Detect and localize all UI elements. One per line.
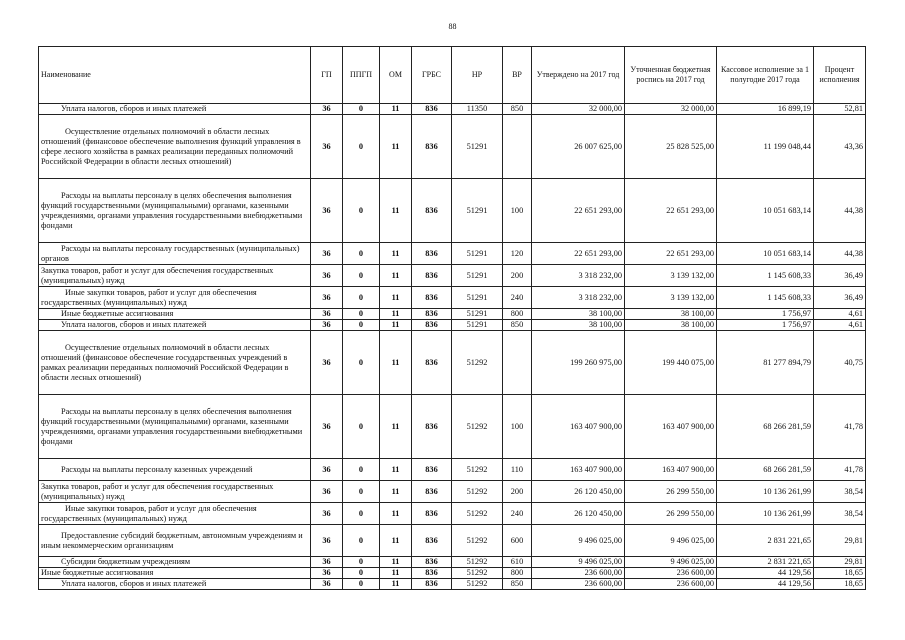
table-body <box>39 104 866 590</box>
cell-np: 51291 <box>452 243 503 265</box>
cell-percent: 41,78 <box>814 459 866 481</box>
cell-grbs: 836 <box>412 459 452 481</box>
cell-pgp: 0 <box>343 459 380 481</box>
table-row <box>39 179 866 243</box>
cell-refined: 163 407 900,00 <box>625 459 717 481</box>
cell-pgp: 0 <box>343 287 380 309</box>
header-grbs: ГРБС <box>412 47 452 104</box>
row-name: Расходы на выплаты персоналу в целях обеспечения выполнения функций государственными (муниципальными) органами, казенными учреждениями, органами управления государственными внебюджетными фондами <box>39 395 311 459</box>
cell-om: 11 <box>380 395 412 459</box>
table-row <box>39 525 866 557</box>
cell-executed: 10 136 261,99 <box>717 481 814 503</box>
page-number: 88 <box>448 22 457 31</box>
table-row <box>39 579 866 590</box>
cell-vr: 240 <box>503 287 532 309</box>
header-refined: Уточненная бюджетная роспись на 2017 год <box>625 47 717 104</box>
cell-grbs: 836 <box>412 104 452 115</box>
cell-om: 11 <box>380 309 412 320</box>
cell-percent: 40,75 <box>814 331 866 395</box>
cell-refined: 32 000,00 <box>625 104 717 115</box>
cell-approved: 236 600,00 <box>532 579 625 590</box>
header-name: Наименование <box>39 47 311 104</box>
header-row <box>39 47 866 104</box>
cell-gp: 36 <box>311 320 343 331</box>
cell-percent: 38,54 <box>814 481 866 503</box>
cell-refined: 26 299 550,00 <box>625 503 717 525</box>
table-row <box>39 104 866 115</box>
cell-vr: 100 <box>503 395 532 459</box>
cell-percent: 44,38 <box>814 243 866 265</box>
row-name: Уплата налогов, сборов и иных платежей <box>39 320 311 331</box>
cell-np: 11350 <box>452 104 503 115</box>
cell-grbs: 836 <box>412 115 452 179</box>
cell-approved: 38 100,00 <box>532 320 625 331</box>
cell-gp: 36 <box>311 243 343 265</box>
cell-percent: 4,61 <box>814 309 866 320</box>
cell-vr: 800 <box>503 568 532 579</box>
cell-percent: 29,81 <box>814 525 866 557</box>
cell-approved: 38 100,00 <box>532 309 625 320</box>
cell-vr: 850 <box>503 579 532 590</box>
cell-np: 51291 <box>452 309 503 320</box>
table-row <box>39 115 866 179</box>
cell-vr <box>503 331 532 395</box>
cell-percent: 38,54 <box>814 503 866 525</box>
row-name: Осуществление отдельных полномочий в области лесных отношений (финансовое обеспечение выполнения функций управления в сфере лесного хозяйства в рамках реализации переданных полномочий Российской Федерации в области лесных отношений) <box>39 115 311 179</box>
cell-pgp: 0 <box>343 265 380 287</box>
row-name: Уплата налогов, сборов и иных платежей <box>39 579 311 590</box>
cell-vr: 610 <box>503 557 532 568</box>
cell-executed: 10 136 261,99 <box>717 503 814 525</box>
cell-gp: 36 <box>311 557 343 568</box>
cell-executed: 44 129,56 <box>717 568 814 579</box>
cell-np: 51291 <box>452 287 503 309</box>
cell-pgp: 0 <box>343 179 380 243</box>
cell-percent: 41,78 <box>814 395 866 459</box>
cell-om: 11 <box>380 525 412 557</box>
cell-om: 11 <box>380 459 412 481</box>
cell-executed: 2 831 221,65 <box>717 525 814 557</box>
cell-percent: 36,49 <box>814 287 866 309</box>
cell-refined: 3 139 132,00 <box>625 265 717 287</box>
cell-om: 11 <box>380 179 412 243</box>
cell-gp: 36 <box>311 459 343 481</box>
cell-percent: 4,61 <box>814 320 866 331</box>
cell-approved: 26 120 450,00 <box>532 481 625 503</box>
cell-refined: 38 100,00 <box>625 309 717 320</box>
cell-gp: 36 <box>311 503 343 525</box>
cell-grbs: 836 <box>412 525 452 557</box>
row-name: Уплата налогов, сборов и иных платежей <box>39 104 311 115</box>
cell-om: 11 <box>380 265 412 287</box>
cell-pgp: 0 <box>343 331 380 395</box>
cell-executed: 68 266 281,59 <box>717 459 814 481</box>
cell-gp: 36 <box>311 525 343 557</box>
cell-gp: 36 <box>311 481 343 503</box>
cell-grbs: 836 <box>412 579 452 590</box>
cell-executed: 1 145 608,33 <box>717 265 814 287</box>
table-row <box>39 503 866 525</box>
table-row <box>39 481 866 503</box>
table-row <box>39 568 866 579</box>
cell-refined: 25 828 525,00 <box>625 115 717 179</box>
cell-np: 51292 <box>452 579 503 590</box>
row-name: Иные закупки товаров, работ и услуг для обеспечения государственных (муниципальных) нужд <box>39 287 311 309</box>
cell-om: 11 <box>380 320 412 331</box>
cell-approved: 26 007 625,00 <box>532 115 625 179</box>
cell-np: 51292 <box>452 331 503 395</box>
cell-gp: 36 <box>311 287 343 309</box>
cell-vr: 120 <box>503 243 532 265</box>
row-name: Расходы на выплаты персоналу казенных учреждений <box>39 459 311 481</box>
cell-np: 51292 <box>452 503 503 525</box>
cell-percent: 29,81 <box>814 557 866 568</box>
cell-vr: 100 <box>503 179 532 243</box>
cell-gp: 36 <box>311 579 343 590</box>
cell-om: 11 <box>380 243 412 265</box>
cell-percent: 36,49 <box>814 265 866 287</box>
cell-vr: 850 <box>503 104 532 115</box>
cell-refined: 236 600,00 <box>625 579 717 590</box>
cell-approved: 22 651 293,00 <box>532 179 625 243</box>
row-name: Расходы на выплаты персоналу в целях обеспечения выполнения функций государственными (муниципальными) органами, казенными учреждениями, органами управления государственными внебюджетными фондами <box>39 179 311 243</box>
cell-pgp: 0 <box>343 579 380 590</box>
cell-executed: 1 145 608,33 <box>717 287 814 309</box>
cell-grbs: 836 <box>412 568 452 579</box>
header-pgp: ППГП <box>343 47 380 104</box>
row-name: Иные закупки товаров, работ и услуг для обеспечения государственных (муниципальных) нужд <box>39 503 311 525</box>
cell-approved: 9 496 025,00 <box>532 557 625 568</box>
header-executed: Кассовое исполнение за 1 полугодие 2017 года <box>717 47 814 104</box>
cell-executed: 10 051 683,14 <box>717 243 814 265</box>
cell-pgp: 0 <box>343 481 380 503</box>
row-name: Предоставление субсидий бюджетным, автономным учреждениям и иным некоммерческим организациям <box>39 525 311 557</box>
cell-approved: 163 407 900,00 <box>532 459 625 481</box>
cell-approved: 163 407 900,00 <box>532 395 625 459</box>
table-row <box>39 287 866 309</box>
cell-grbs: 836 <box>412 309 452 320</box>
cell-vr: 850 <box>503 320 532 331</box>
cell-np: 51291 <box>452 115 503 179</box>
cell-vr <box>503 115 532 179</box>
cell-executed: 2 831 221,65 <box>717 557 814 568</box>
cell-vr: 200 <box>503 481 532 503</box>
cell-pgp: 0 <box>343 557 380 568</box>
cell-gp: 36 <box>311 179 343 243</box>
cell-executed: 11 199 048,44 <box>717 115 814 179</box>
cell-om: 11 <box>380 568 412 579</box>
cell-om: 11 <box>380 287 412 309</box>
cell-om: 11 <box>380 331 412 395</box>
cell-om: 11 <box>380 503 412 525</box>
cell-executed: 1 756,97 <box>717 320 814 331</box>
cell-om: 11 <box>380 557 412 568</box>
cell-np: 51291 <box>452 179 503 243</box>
cell-om: 11 <box>380 481 412 503</box>
row-name: Иные бюджетные ассигнования <box>39 568 311 579</box>
cell-refined: 26 299 550,00 <box>625 481 717 503</box>
table-row <box>39 320 866 331</box>
cell-grbs: 836 <box>412 265 452 287</box>
cell-pgp: 0 <box>343 309 380 320</box>
cell-pgp: 0 <box>343 104 380 115</box>
cell-refined: 199 440 075,00 <box>625 331 717 395</box>
row-name: Закупка товаров, работ и услуг для обеспечения государственных (муниципальных) нужд <box>39 481 311 503</box>
cell-np: 51292 <box>452 568 503 579</box>
cell-executed: 10 051 683,14 <box>717 179 814 243</box>
cell-percent: 44,38 <box>814 179 866 243</box>
cell-gp: 36 <box>311 331 343 395</box>
cell-pgp: 0 <box>343 243 380 265</box>
header-vr: ВР <box>503 47 532 104</box>
cell-percent: 43,36 <box>814 115 866 179</box>
cell-vr: 240 <box>503 503 532 525</box>
cell-np: 51291 <box>452 265 503 287</box>
cell-refined: 9 496 025,00 <box>625 557 717 568</box>
cell-percent: 18,65 <box>814 568 866 579</box>
cell-refined: 22 651 293,00 <box>625 243 717 265</box>
row-name: Закупка товаров, работ и услуг для обеспечения государственных (муниципальных) нужд <box>39 265 311 287</box>
row-name: Осуществление отдельных полномочий в области лесных отношений (финансовое обеспечение государственных учреждений в рамках реализации переданных полномочий Российской Федерации в области лесных отношений) <box>39 331 311 395</box>
table-row <box>39 557 866 568</box>
cell-vr: 800 <box>503 309 532 320</box>
cell-grbs: 836 <box>412 179 452 243</box>
cell-grbs: 836 <box>412 243 452 265</box>
cell-gp: 36 <box>311 115 343 179</box>
cell-executed: 44 129,56 <box>717 579 814 590</box>
cell-grbs: 836 <box>412 320 452 331</box>
header-gp: ГП <box>311 47 343 104</box>
cell-om: 11 <box>380 579 412 590</box>
cell-grbs: 836 <box>412 481 452 503</box>
cell-pgp: 0 <box>343 525 380 557</box>
table-row <box>39 331 866 395</box>
cell-approved: 3 318 232,00 <box>532 287 625 309</box>
cell-refined: 38 100,00 <box>625 320 717 331</box>
cell-vr: 600 <box>503 525 532 557</box>
cell-grbs: 836 <box>412 557 452 568</box>
table-row <box>39 265 866 287</box>
cell-om: 11 <box>380 104 412 115</box>
header-np: НР <box>452 47 503 104</box>
table-row <box>39 459 866 481</box>
cell-pgp: 0 <box>343 568 380 579</box>
row-name: Расходы на выплаты персоналу государственных (муниципальных) органов <box>39 243 311 265</box>
header-percent: Процент исполнения <box>814 47 866 104</box>
row-name: Иные бюджетные ассигнования <box>39 309 311 320</box>
cell-executed: 16 899,19 <box>717 104 814 115</box>
cell-vr: 110 <box>503 459 532 481</box>
cell-np: 51292 <box>452 481 503 503</box>
budget-table <box>38 46 866 590</box>
cell-np: 51292 <box>452 557 503 568</box>
cell-np: 51292 <box>452 395 503 459</box>
cell-pgp: 0 <box>343 115 380 179</box>
cell-grbs: 836 <box>412 503 452 525</box>
cell-percent: 52,81 <box>814 104 866 115</box>
cell-gp: 36 <box>311 309 343 320</box>
cell-gp: 36 <box>311 395 343 459</box>
cell-grbs: 836 <box>412 331 452 395</box>
cell-refined: 236 600,00 <box>625 568 717 579</box>
cell-pgp: 0 <box>343 320 380 331</box>
cell-grbs: 836 <box>412 287 452 309</box>
cell-approved: 32 000,00 <box>532 104 625 115</box>
cell-np: 51291 <box>452 320 503 331</box>
cell-executed: 1 756,97 <box>717 309 814 320</box>
cell-refined: 9 496 025,00 <box>625 525 717 557</box>
cell-approved: 26 120 450,00 <box>532 503 625 525</box>
cell-pgp: 0 <box>343 503 380 525</box>
row-name: Субсидии бюджетным учреждениям <box>39 557 311 568</box>
cell-gp: 36 <box>311 265 343 287</box>
table-row <box>39 243 866 265</box>
cell-executed: 68 266 281,59 <box>717 395 814 459</box>
cell-approved: 22 651 293,00 <box>532 243 625 265</box>
cell-np: 51292 <box>452 459 503 481</box>
cell-gp: 36 <box>311 104 343 115</box>
cell-executed: 81 277 894,79 <box>717 331 814 395</box>
cell-approved: 9 496 025,00 <box>532 525 625 557</box>
cell-refined: 22 651 293,00 <box>625 179 717 243</box>
cell-refined: 3 139 132,00 <box>625 287 717 309</box>
table-row <box>39 395 866 459</box>
table-row <box>39 309 866 320</box>
cell-gp: 36 <box>311 568 343 579</box>
header-om: ОМ <box>380 47 412 104</box>
cell-approved: 3 318 232,00 <box>532 265 625 287</box>
cell-vr: 200 <box>503 265 532 287</box>
cell-grbs: 836 <box>412 395 452 459</box>
cell-percent: 18,65 <box>814 579 866 590</box>
cell-pgp: 0 <box>343 395 380 459</box>
cell-approved: 199 260 975,00 <box>532 331 625 395</box>
cell-refined: 163 407 900,00 <box>625 395 717 459</box>
cell-np: 51292 <box>452 525 503 557</box>
header-approved: Утверждено на 2017 год <box>532 47 625 104</box>
cell-approved: 236 600,00 <box>532 568 625 579</box>
cell-om: 11 <box>380 115 412 179</box>
